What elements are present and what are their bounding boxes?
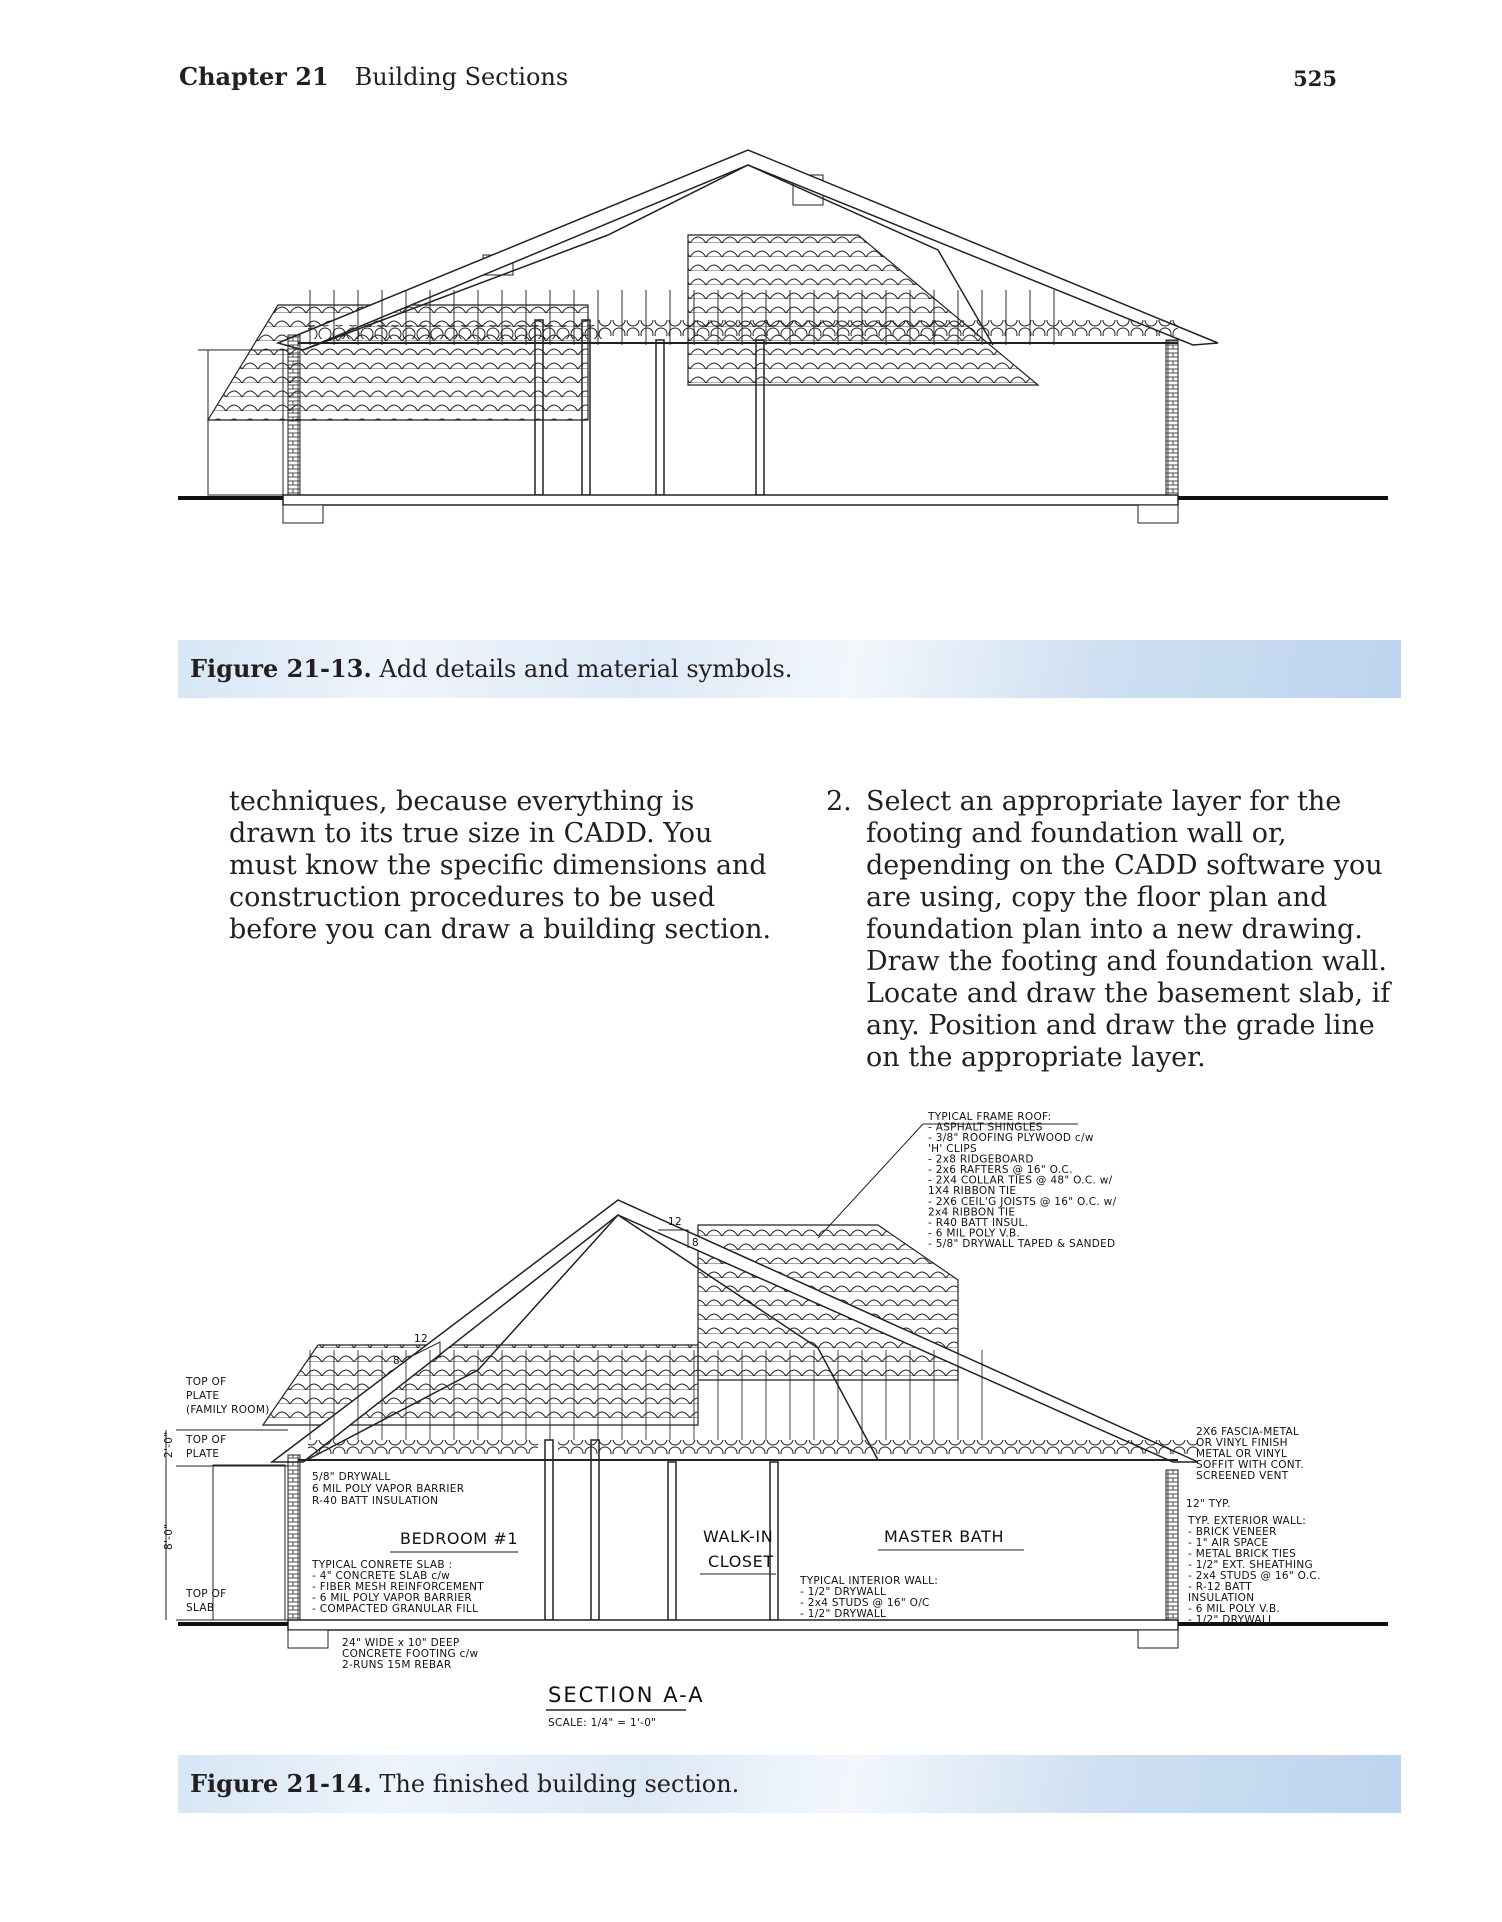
svg-text:TOP OF: TOP OF [186,1434,227,1446]
extWallNote-line: - 1/2" EXT. SHEATHING [1188,1559,1313,1571]
slabNote-line: - 6 MIL POLY VAPOR BARRIER [312,1592,473,1604]
figure-21-13-label: Figure 21-13. [190,654,372,683]
svg-text:SLAB: SLAB [186,1602,215,1614]
left-column-text: techniques, because everything is drawn to its true size in CADD. You must know the specific dimensions and construction procedures to be used before you can draw a building section. [229,786,772,945]
typical-interior-wall-note [799,1575,938,1620]
fascia-soffit-note [1196,1426,1304,1482]
roofNote-line: 'H' CLIPS [928,1142,977,1155]
intWallNote-line: - 1/2" DRYWALL [800,1586,887,1598]
svg-text:PLATE: PLATE [186,1390,220,1402]
fasciaNote-line: 2X6 FASCIA-METAL [1196,1426,1300,1438]
extWallNote-line: - METAL BRICK TIES [1188,1548,1297,1560]
ceilNote-line: 6 MIL POLY VAPOR BARRIER [312,1483,465,1495]
extWallNote-line: - 1" AIR SPACE [1188,1537,1269,1549]
svg-text:(FAMILY ROOM): (FAMILY ROOM) [186,1404,270,1416]
figure-21-14-drawing [163,1110,1401,1750]
roofNote-line: - 6 MIL POLY V.B. [928,1227,1021,1240]
svg-text:TOP OF: TOP OF [186,1376,227,1388]
extWallNote-line: - 1/2" DRYWALL [1188,1614,1275,1626]
figure-21-14-caption [178,1755,1401,1813]
svg-text:PLATE: PLATE [186,1448,220,1460]
dim-upper: 2'-0" [163,1431,175,1458]
pitch-right-run: 12 [668,1216,682,1228]
ceilNote-line: R-40 BATT INSULATION [312,1495,439,1507]
roofNote-line: - 2x8 RIDGEBOARD [928,1153,1034,1166]
roofNote-line: 1X4 RIBBON TIE [928,1185,1017,1198]
extWallNote-line: - BRICK VENEER [1188,1526,1277,1538]
slabNote-line: - COMPACTED GRANULAR FILL [312,1603,479,1615]
room-label-walkin-line2: CLOSET [708,1552,774,1571]
top-of-slab-label [185,1588,226,1614]
roofNote-line: - 2X6 CEIL'G JOISTS @ 16" O.C. w/ [928,1195,1117,1208]
right-column-list-item [826,786,1416,1074]
footNote-line: 24" WIDE x 10" DEEP [342,1637,460,1649]
extWallNote-line: - 6 MIL POLY V.B. [1188,1603,1281,1615]
section-scale: SCALE: 1/4" = 1'-0" [548,1717,657,1729]
footNote-line: 2-RUNS 15M REBAR [342,1659,452,1671]
section-title: SECTION A-A [548,1683,705,1707]
slabNote-line: - FIBER MESH REINFORCEMENT [312,1581,485,1593]
intWallNote-line: - 2x4 STUDS @ 16" O/C [800,1597,930,1609]
pitch-left-run: 12 [414,1333,428,1345]
top-of-plate-family-label [185,1376,270,1416]
footNote-line: CONCRETE FOOTING c/w [342,1648,479,1660]
typical-exterior-wall-note [1187,1515,1321,1626]
roofNote-line: TYPICAL FRAME ROOF: [928,1111,1052,1123]
section-title: Building Sections [354,63,569,91]
right-exterior-wall [1166,340,1178,495]
left-exterior-wall [288,1455,300,1620]
fasciaNote-line: METAL OR VINYL [1196,1448,1288,1460]
dim-lower: 8'-0" [163,1523,175,1550]
roofNote-line: - ASPHALT SHINGLES [928,1121,1043,1134]
top-of-plate-label [185,1434,226,1460]
list-item-number: 2. [826,786,852,817]
figure-21-14-label: Figure 21-14. [190,1769,372,1798]
chapter-label: Chapter 21 [179,62,329,91]
pitch-right-rise: 8 [692,1237,699,1249]
roofNote-line: - 2X4 COLLAR TIES @ 48" O.C. w/ [928,1174,1113,1187]
svg-text:TOP OF: TOP OF [186,1588,227,1600]
left-exterior-wall [288,335,300,495]
figure-21-14-text: The finished building section. [379,1770,740,1798]
roofNote-line: - 3/8" ROOFING PLYWOOD c/w [928,1132,1094,1145]
fasciaNote-line: OR VINYL FINISH [1196,1437,1288,1449]
figure-21-13-drawing [178,145,1401,635]
extWallNote-line: TYP. EXTERIOR WALL: [1188,1515,1307,1527]
extWallNote-line: INSULATION [1188,1592,1255,1604]
extWallNote-line: - 2x4 STUDS @ 16" O.C. [1188,1570,1321,1582]
slabNote-line: - 4" CONCRETE SLAB c/w [312,1570,451,1582]
intWallNote-line: TYPICAL INTERIOR WALL: [800,1575,939,1587]
figure-21-13-caption [178,640,1401,698]
typical-slab-note [311,1559,484,1615]
typical-frame-roof-note [927,1111,1117,1250]
fasciaNote-line: SCREENED VENT [1196,1470,1289,1482]
roofNote-line: - 5/8" DRYWALL TAPED & SANDED [928,1238,1116,1251]
room-label-master-bath: MASTER BATH [884,1527,1005,1546]
roofNote-line: - R40 BATT INSUL. [928,1217,1029,1229]
footing-note [342,1637,479,1671]
ceilNote-line: 5/8" DRYWALL [312,1471,391,1483]
figure-21-13-text: Add details and material symbols. [379,655,793,683]
ceiling-insulation-note [312,1471,464,1507]
intWallNote-line: - 1/2" DRYWALL [800,1608,887,1620]
room-label-walkin-line1: WALK-IN [703,1527,774,1546]
roof-note-leader [818,1124,923,1238]
roofNote-line: - 2x6 RAFTERS @ 16" O.C. [928,1164,1073,1176]
right-exterior-wall [1166,1470,1178,1620]
slabNote-line: TYPICAL CONRETE SLAB : [312,1559,453,1571]
running-head [179,62,568,91]
pitch-left-rise: 8 [393,1355,400,1367]
extWallNote-line: - R-12 BATT [1188,1581,1252,1593]
roofNote-line: 2x4 RIBBON TIE [928,1206,1016,1219]
overhang-note: 12" TYP. [1186,1498,1231,1510]
room-label-bedroom: BEDROOM #1 [400,1529,519,1548]
page-number: 525 [1293,66,1337,91]
fasciaNote-line: SOFFIT WITH CONT. [1196,1459,1305,1471]
slab [283,495,1178,505]
list-item-text: Select an appropriate layer for the footing and foundation wall or, depending on the CADD software you are using, copy the floor plan and foundation plan into a new drawing. Draw the footing and foundation wall. Locate and draw the basement slab, if any. Position and draw the grade line on the appropriate layer. [866,786,1391,1073]
